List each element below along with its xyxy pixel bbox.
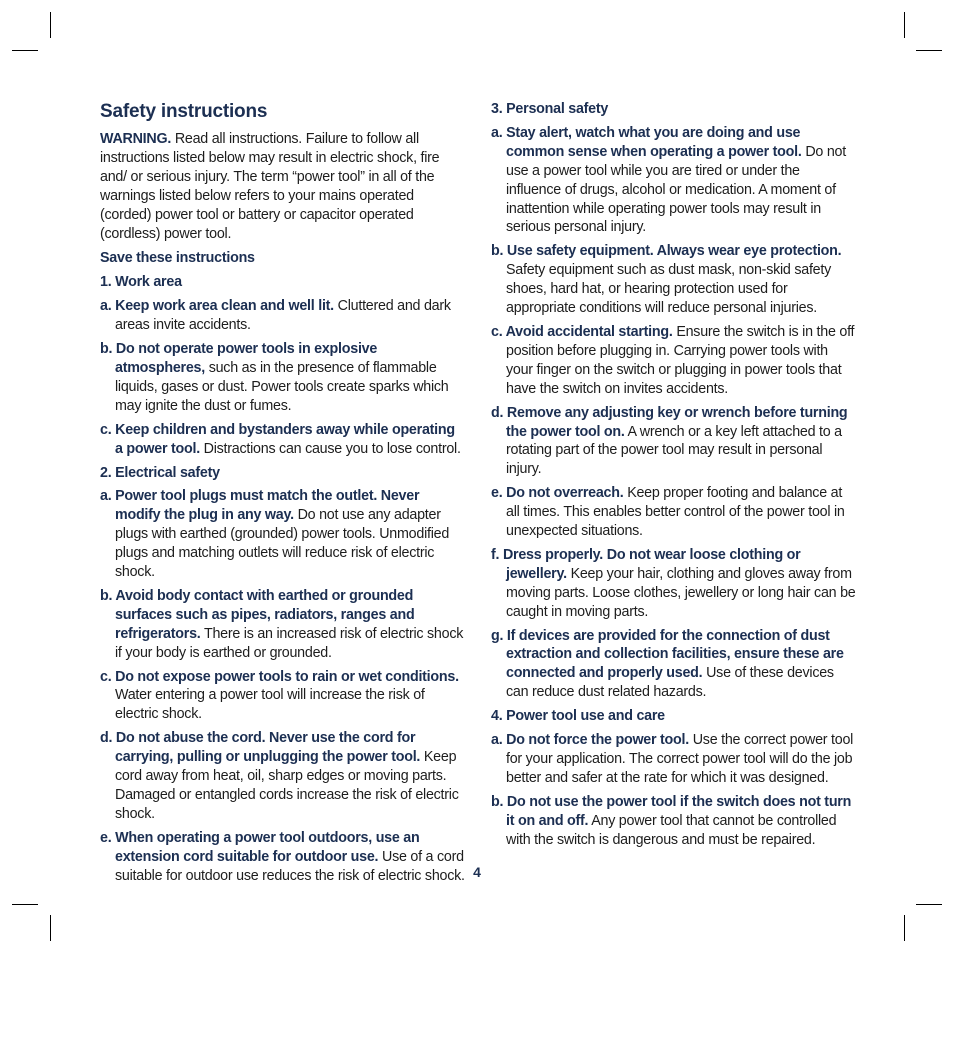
instruction-lead: a. Keep work area clean and well lit.	[100, 298, 334, 315]
section-heading-power-tool-use: 4. Power tool use and care	[491, 708, 665, 725]
crop-mark	[12, 50, 38, 51]
crop-mark	[904, 12, 905, 38]
instruction-lead: b. Do not use the power tool if the switch does not turn it on and off.	[491, 793, 852, 829]
instruction-text: Safety equipment such as dust mask, non-skid safety shoes, hard hat, or hearing protection used for appropriate conditions will reduce personal injuries.	[506, 262, 831, 317]
work-area-list	[100, 297, 466, 458]
section-heading-electrical-safety: 2. Electrical safety	[100, 464, 220, 481]
crop-mark	[50, 915, 51, 941]
instruction-text: such as in the presence of flammable liquids, gases or dust. Power tools create sparks which may ignite the dust or fumes.	[115, 359, 449, 414]
instruction-lead: b. Use safety equipment. Always wear eye protection.	[491, 243, 842, 260]
instruction-text: Use of these devices can reduce dust related hazards.	[506, 665, 834, 701]
instruction-item	[491, 124, 857, 237]
crop-mark	[916, 904, 942, 905]
instruction-lead: d. Remove any adjusting key or wrench before turning the power tool on.	[491, 404, 848, 440]
instruction-item	[100, 729, 466, 824]
crop-mark	[50, 12, 51, 38]
warning-paragraph	[100, 130, 466, 243]
instruction-text: Keep proper footing and balance at all times. This enables better control of the power tool in unexpected situations.	[506, 485, 845, 540]
instruction-text: Keep cord away from heat, oil, sharp edges or moving parts. Damaged or entangled cords increase the risk of electric shock.	[115, 749, 459, 822]
instruction-text: Water entering a power tool will increase the risk of electric shock.	[115, 687, 425, 723]
instruction-item	[100, 421, 466, 459]
instruction-item	[100, 668, 466, 725]
instruction-lead: a. Do not force the power tool.	[491, 732, 689, 749]
instruction-lead: c. Keep children and bystanders away while operating a power tool.	[100, 421, 455, 457]
save-instructions-heading: Save these instructions	[100, 250, 255, 267]
instruction-item	[100, 297, 466, 335]
instruction-item	[100, 340, 466, 416]
right-column	[491, 100, 857, 855]
instruction-item	[491, 731, 857, 788]
section-heading-personal-safety: 3. Personal safety	[491, 101, 609, 117]
crop-mark	[904, 915, 905, 941]
instruction-lead: e. When operating a power tool outdoors, use an extension cord suitable for outdoor use.	[100, 829, 420, 865]
warning-text: Read all instructions. Failure to follow all instructions listed below may result in electric shock, fire and/ or serious injury. The term “power tool” in all of the warnings listed below refers to your mains operated (corded) power tool or battery or capacitor operated (cordless) power tool.	[100, 131, 440, 242]
instruction-text: Use the correct power tool for your application. The correct power tool will do the job better and safer at the rate for which it was designed.	[506, 732, 854, 786]
electrical-safety-list	[100, 487, 466, 885]
instruction-lead: a. Stay alert, watch what you are doing and use common sense when operating a power tool.	[491, 124, 802, 160]
instruction-text: Cluttered and dark areas invite accidents.	[115, 298, 451, 334]
instruction-text: Do not use any adapter plugs with earthed (grounded) power tools. Unmodified plugs and matching outlets will reduce risk of electric shock.	[115, 507, 450, 581]
instruction-lead: e. Do not overreach.	[491, 485, 624, 502]
instruction-item	[491, 546, 857, 622]
instruction-lead: b. Do not operate power tools in explosive atmospheres,	[100, 341, 378, 376]
warning-label: WARNING.	[100, 131, 172, 147]
page-title: Safety instructions	[100, 101, 268, 122]
instruction-lead: c. Avoid accidental starting.	[491, 323, 673, 340]
instruction-text: There is an increased risk of electric shock if your body is earthed or grounded.	[115, 625, 464, 661]
instruction-item	[491, 404, 857, 480]
instruction-text: A wrench or a key left attached to a rotating part of the power tool may result in personal injury.	[506, 423, 842, 478]
section-heading-work-area: 1. Work area	[100, 274, 182, 291]
power-tool-use-list	[491, 731, 857, 849]
page-number: 4	[473, 864, 481, 880]
crop-mark	[916, 50, 942, 51]
instruction-lead: f. Dress properly. Do not wear loose clothing or jewellery.	[491, 546, 801, 582]
instruction-text: Any power tool that cannot be controlled with the switch is dangerous and must be repaired.	[506, 812, 837, 848]
instruction-text: Use of a cord suitable for outdoor use reduces the risk of electric shock.	[115, 848, 465, 884]
left-column	[100, 100, 466, 891]
instruction-lead: a. Power tool plugs must match the outlet. Never modify the plug in any way.	[100, 488, 420, 524]
instruction-text: Do not use a power tool while you are tired or under the influence of drugs, alcohol or medication. A moment of inattention while operating power tools may result in serious personal injury.	[506, 143, 846, 236]
instruction-item	[491, 323, 857, 399]
instruction-lead: g. If devices are provided for the connection of dust extraction and collection facilities, ensure these are connected and properly used.	[491, 627, 844, 682]
instruction-lead: c. Do not expose power tools to rain or wet conditions.	[100, 668, 459, 685]
instruction-text: Distractions can cause you to lose control.	[203, 440, 461, 457]
personal-safety-list	[491, 124, 857, 702]
instruction-item	[491, 793, 857, 850]
instruction-text: Keep your hair, clothing and gloves away from moving parts. Loose clothes, jewellery or long hair can be caught in moving parts.	[506, 565, 856, 620]
instruction-item	[491, 627, 857, 703]
instruction-text: Ensure the switch is in the off position before plugging in. Carrying power tools with your finger on the switch or plugging in power tools that have the switch on invites accidents.	[506, 323, 855, 397]
instruction-item	[491, 242, 857, 318]
instruction-lead: d. Do not abuse the cord. Never use the cord for carrying, pulling or unplugging the power tool.	[100, 730, 421, 766]
instruction-lead: b. Avoid body contact with earthed or grounded surfaces such as pipes, radiators, ranges and refrigerators.	[100, 587, 415, 642]
instruction-item	[491, 484, 857, 541]
instruction-item	[100, 587, 466, 663]
crop-mark	[12, 904, 38, 905]
instruction-item	[100, 487, 466, 582]
